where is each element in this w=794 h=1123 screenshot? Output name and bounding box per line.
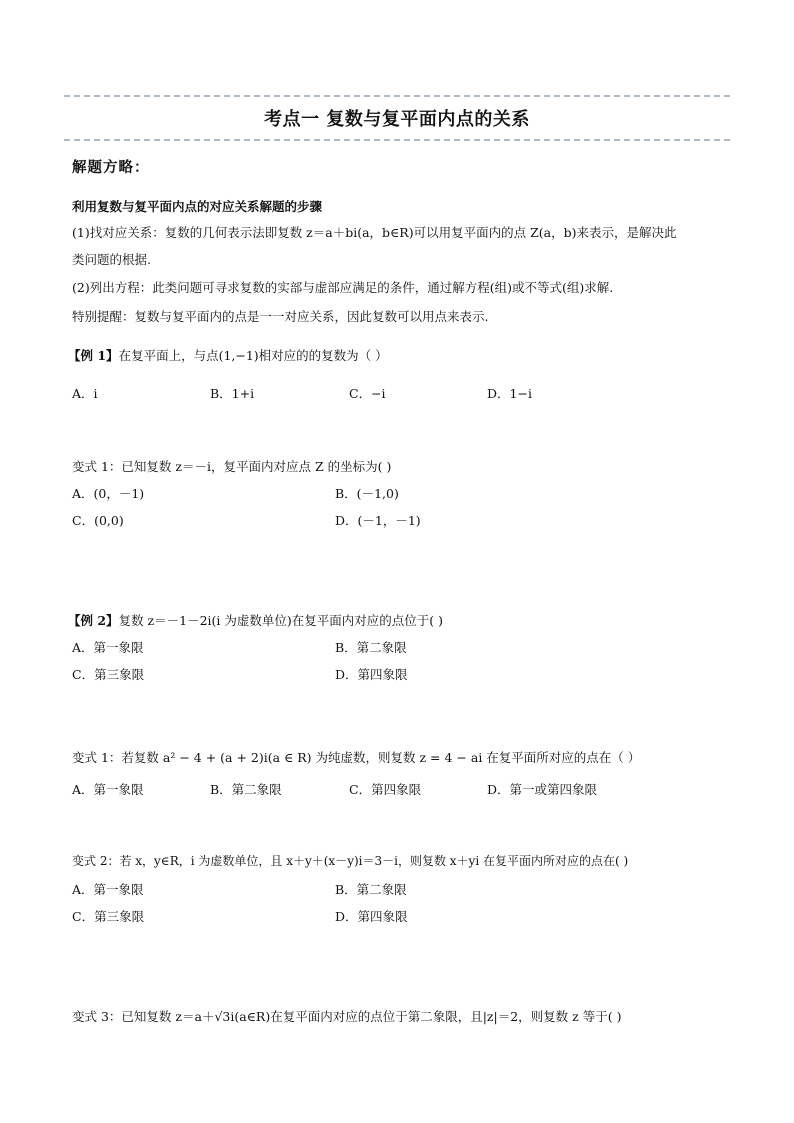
variant2-2-option-b: B．第二象限 (335, 882, 407, 897)
example2-option-d: D．第四象限 (335, 667, 408, 682)
variant2-2-option-a: A．第一象限 (72, 882, 144, 897)
variant2-1-option-a: A．第一象限 (72, 782, 144, 797)
method-tip: 特别提醒：复数与复平面内的点是一一对应关系，因此复数可以用点来表示. (72, 309, 489, 324)
variant2-1-option-b: B．第二象限 (210, 782, 282, 797)
variant1-1-option-a: A．(0，－1) (72, 486, 145, 501)
example2-option-b: B．第二象限 (335, 640, 407, 655)
variant1-1-option-c: C．(0,0) (72, 513, 124, 528)
variant1-1-option-b: B．(－1,0) (335, 486, 399, 501)
variant1-1-question: 变式 1：已知复数 z＝－i，复平面内对应点 Z 的坐标为( ) (72, 459, 392, 474)
top-divider (64, 95, 730, 97)
example2-option-a: A．第一象限 (72, 640, 144, 655)
example2-question-row (68, 611, 443, 629)
variant2-2-question: 变式 2：若 x，y∈R，i 为虚数单位，且 x＋y＋(x－y)i＝3－i，则复数 x＋yi 在复平面内所对应的点在( ) (72, 854, 629, 868)
example1-option-c: C．−i (349, 386, 386, 401)
example1-question-row (68, 346, 388, 364)
variant1-1-option-d: D．(－1，－1) (335, 513, 421, 528)
variant2-1-option-d: D．第一或第四象限 (487, 782, 598, 797)
method-heading: 解题方略： (72, 159, 150, 176)
example1-option-a: A．i (72, 386, 98, 401)
example2-option-c: C．第三象限 (72, 667, 145, 682)
example1-tag: 【例 1】 (68, 348, 119, 363)
method-step1-line2: 类问题的根据. (72, 252, 151, 267)
variant2-3-question: 变式 3：已知复数 z＝a＋√3i(a∈R)在复平面内对应的点位于第二象限，且|z|＝2，则复数 z 等于( ) (72, 1009, 622, 1024)
variant2-2-option-c: C．第三象限 (72, 909, 145, 924)
method-step2: (2)列出方程：此类问题可寻求复数的实部与虚部应满足的条件，通过解方程(组)或不等式(组)求解. (72, 280, 614, 295)
page-title: 考点一 复数与复平面内点的关系 (264, 109, 530, 130)
example2-tag: 【例 2】 (68, 613, 119, 628)
variant2-1-question: 变式 1：若复数 a² − 4 + (a + 2)i(a ∈ R) 为纯虚数，则复数 z = 4 − ai 在复平面所对应的点在（ ） (72, 750, 641, 765)
example1-question: 在复平面上，与点(1,−1)相对应的的复数为（ ） (118, 348, 388, 363)
method-step1-line1: (1)找对应关系：复数的几何表示法即复数 z＝a＋bi(a，b∈R)可以用复平面内的点 Z(a，b)来表示，是解决此 (72, 225, 677, 240)
method-intro: 利用复数与复平面内点的对应关系解题的步骤 (72, 199, 323, 214)
example1-option-b: B．1+i (210, 386, 255, 401)
example1-option-d: D．1−i (487, 386, 532, 401)
bottom-divider (64, 139, 730, 141)
variant2-2-option-d: D．第四象限 (335, 909, 408, 924)
variant2-1-option-c: C．第四象限 (349, 782, 422, 797)
example2-question: 复数 z＝－1－2i(i 为虚数单位)在复平面内对应的点位于( ) (118, 613, 443, 628)
